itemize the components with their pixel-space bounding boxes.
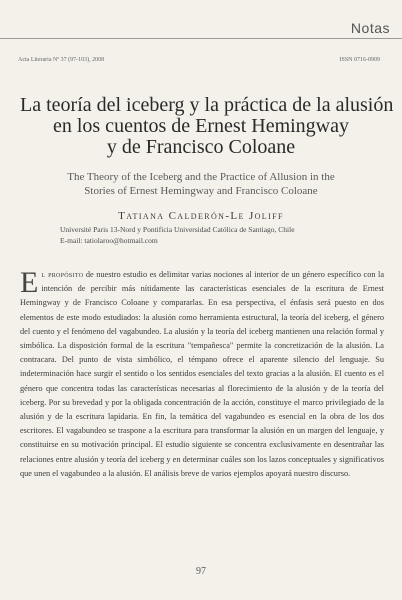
issn: ISSN 0716-0909 [339,57,380,63]
author-affiliation [60,224,352,246]
lead-in: l propósito [41,270,84,279]
subtitle-line: The Theory of the Iceberg and the Practice of Allusion in the [67,171,335,183]
page-number: 97 [196,566,206,577]
subtitle-line: Stories of Ernest Hemingway and Francisco Coloane [84,185,318,197]
title-line: en los cuentos de Ernest Hemingway [52,115,350,137]
journal-citation: Acta Literaria Nº 37 (97-103), 2008 [18,57,105,63]
affiliation-institution: Université Paris 13-Nord y Pontificia Universidad Católica de Santiago, Chile [60,225,295,234]
author-name: Tatiana Calderón-Le Joliff [118,210,284,222]
title-line: La teoría del iceberg y la práctica de la alusión [20,94,394,116]
section-tag: Notas [350,20,390,36]
drop-cap: E [20,266,39,299]
article-title [20,94,394,158]
journal-header [18,57,380,63]
english-subtitle [40,170,362,198]
title-line: y de Francisco Coloane [106,136,296,158]
body-paragraph: de nuestro estudio es delimitar varias nociones al interior de un género específico con la intención de percibir más nítidamente las características esenciales de la escritura de Ernest Hemingway y de Francisco Coloane y compararlas. En esa perspectiva, el énfasis será puesto en dos elementos de este modo estudiados: la alusión como herramienta estructural, la teoría del iceberg, el género del cuento y el fenómeno del vagabundeo. La alusión y la teoría del iceberg mantienen una relación formal y simbólica. La disposición formal de la escritura "tempañesca" permite la concretización de la alusión. La contracara. Del punto de vista simbólico, el témpano ofrece el aparente silencio del lenguaje. Su indeterminación hace surgir el sentido o los sentidos esenciales del texto gracias a la alusión. El cuento es el género que concentra todas las características necesarias al florecimiento de la alusión y de la teoría del iceberg. Por su brevedad y por la obligada concentración de la acción, constituye el marco privilegiado de la alusión y de la escritura lapidaria. En fin, la temática del vagabundeo es esencial en la obra de los dos escritores. El vagabundeo se traspone a la escritura para transformar la alusión en un margen del lenguaje, y constituirse en su motivación principal. El estudio siguiente se concentra exclusivamente en desentrañar las relaciones entre alusión y teoría del iceberg y en determinar cuáles son los lazos conceptuales y significativos que unen el vagabundeo a la alusión. El análisis breve de varios ejemplos apoyará nuestro discurso. [20,270,384,478]
article-body [20,268,384,481]
section-rule [0,38,402,39]
affiliation-email: E-mail: tatiolaroo@hotmail.com [60,236,158,245]
